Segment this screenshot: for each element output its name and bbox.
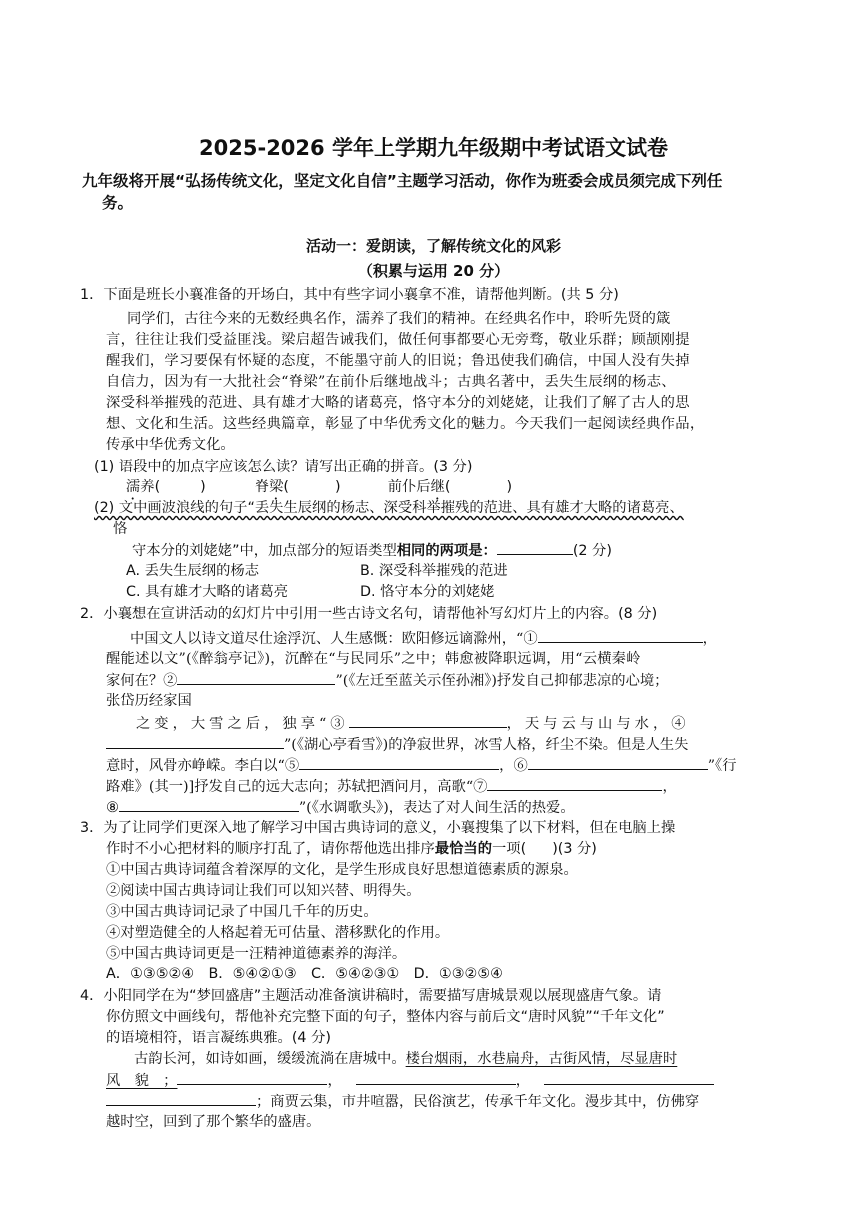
q2-text: ”(《左迁至蓝关示侄孙湘》)抒发自己抑郁悲凉的心境；: [335, 673, 669, 689]
q1-paragraph-line: [127, 309, 793, 330]
q4-text: ，: [327, 1073, 342, 1089]
q2-blank-2[interactable]: [177, 670, 335, 685]
q1-sub2-bold: 相同的两项是：: [396, 543, 497, 559]
activity-subtitle: （积累与运用 20 分）: [357, 262, 510, 280]
q4-paragraph-line: [106, 1091, 699, 1112]
q2-text: ⑧: [106, 800, 119, 816]
q1-paragraph-line: 醒我们，学习要保有怀疑的态度，不能墨守前人的旧说；鲁迅使我们确信，中国人没有失掉: [106, 353, 690, 369]
q3-stem-line2: [106, 839, 597, 860]
q2-stem: 2．小襄想在宣讲活动的幻灯片中引用一些古诗文名句，请帮他补写幻灯片上的内容。(8 分): [80, 606, 658, 622]
q1-paragraph-line: 深受科举摧残的范进、具有雄才大略的诸葛亮，恪守本分的刘姥姥，让我们了解了古人的思: [106, 395, 690, 411]
q2-line: [106, 776, 677, 797]
q2-text: ”《行: [707, 758, 737, 774]
q3-sentence-2: ②阅读中国古典诗词让我们可以知兴替、明得失。: [106, 883, 421, 899]
q2-line: [106, 670, 668, 691]
q2-blank-4[interactable]: [106, 734, 284, 749]
q1-word3-pre: 前仆后: [387, 479, 431, 495]
q1-sub2-line1: [94, 498, 684, 519]
q4-blank-4[interactable]: [106, 1091, 256, 1106]
q4-stem-line1: 4．小阳同学在为“梦回盛唐”主题活动准备演讲稿时，需要描写唐城景观以展现盛唐气象。请: [80, 988, 662, 1004]
q3-sentence-1: ①中国古典诗词蕴含着深厚的文化，是学生形成良好思想道德素质的源泉。: [106, 862, 578, 878]
q1-sub2-line2: 恪: [113, 521, 128, 537]
q4-blank-1[interactable]: [177, 1070, 327, 1085]
q1-paragraph-line: 传承中华优秀文化。: [106, 437, 235, 453]
q1-word3-dotted: 继: [430, 479, 445, 495]
activity-title: 活动一：爱朗读，了解传统文化的风彩: [305, 237, 561, 255]
q3-text: 作时不小心把材料的顺序打乱了，请你帮他选出排序: [106, 841, 435, 857]
q2-text: ”(《湖心亭看雪》)的净寂世界，冰雪人格，纤尘不染。但是人生失: [284, 737, 689, 753]
q4-text: ；商贾云集，市井喧嚣，民俗演艺，传承千年文化。漫步其中，仿佛穿: [256, 1094, 700, 1110]
q1-word1-dotted: 濡: [126, 479, 141, 495]
q1-option-d: D. 恪守本分的刘姥姥: [360, 584, 495, 600]
q4-blank-3[interactable]: [544, 1070, 714, 1085]
q2-line: [106, 734, 688, 755]
q4-underlined: 风 貌 ；: [106, 1073, 178, 1089]
q2-text: ，⑥: [499, 758, 528, 774]
q4-stem-line2: 你仿照文中画线句，帮他补充完整下面的句子，整体内容与前后文“唐时风貌”“千年文化”: [106, 1009, 665, 1025]
q3-sentence-3: ③中国古典诗词记录了中国几千年的历史。: [106, 904, 378, 920]
intro-line-1: 九年级将开展“弘扬传统文化，坚定文化自信”主题学习活动，你作为班委会成员须完成下列任: [82, 172, 723, 190]
q1-word3-open: (: [444, 479, 451, 495]
q2-text: 路难》(其一)]抒发自己的远大志向；苏轼把酒问月，高歌“⑦: [106, 779, 488, 795]
exam-intro: [82, 170, 794, 214]
intro-line-2: 务。: [102, 194, 134, 212]
q3-sentence-4: ④对塑造健全的人格起着无可估量、潜移默化的作用。: [106, 925, 450, 941]
q4-text: ，: [515, 1073, 531, 1089]
q2-line: 张岱历经家国: [106, 693, 192, 709]
q1-word1: 养(: [140, 479, 161, 495]
q1-paragraph-line: 自信力，因为有一大批社会“脊梁”在前仆后继地战斗；古典名著中，丢失生辰纲的杨志、: [106, 374, 676, 390]
q1-sub2-line3: [132, 540, 612, 561]
q2-text: ，: [702, 631, 717, 647]
q3-sentence-5: ⑤中国古典诗词更是一汪精神道德素养的海洋。: [106, 946, 407, 962]
q3-options: A．①③⑤②④ B．⑤④②①③ C．⑤④②③① D．①③②⑤④: [106, 966, 503, 982]
q1-stem: 1．下面是班长小襄准备的开场白，其中有些字词小襄拿不准，请帮他判断。(共 5 分): [80, 287, 619, 303]
q2-line: 醒能述以文”(《醉翁亭记》)，沉醉在“与民同乐”之中；韩愈被降职远调，用“云横秦岭: [106, 651, 641, 667]
q1-pinyin-row: [126, 477, 512, 498]
q2-blank-8[interactable]: [119, 797, 299, 812]
q2-text: 意时，风骨亦峥嵘。李白以“⑤: [106, 758, 300, 774]
q2-blank-3[interactable]: [349, 713, 507, 728]
q1-word2-pre: 脊: [254, 479, 270, 495]
q2-blank-6[interactable]: [528, 755, 708, 770]
q1-paragraph-line: 言，往往让我们受益匪浅。梁启超告诫我们，做任何事都要心无旁骛，敬业乐群；顾颉刚提: [106, 332, 690, 348]
q2-blank-5[interactable]: [299, 755, 499, 770]
q1-sub2-answer-blank[interactable]: [497, 540, 573, 555]
q2-line: [130, 628, 717, 649]
q1-paragraph-line: 想、文化和生活。这些经典篇章，彰显了中华优秀文化的魅力。今天我们一起阅读经典作品，: [106, 416, 705, 432]
q1-word1-close: ): [200, 479, 206, 495]
q3-text: 一项(: [492, 841, 527, 857]
q2-blank-7[interactable]: [487, 776, 662, 791]
q1-word2-close: ): [335, 479, 341, 495]
q1-option-a: A. 丢失生辰纲的杨志: [126, 563, 259, 579]
q4-stem-line3: 的语境相符，语言凝练典雅。(4 分): [106, 1030, 331, 1046]
q1-sub2-wavy: (2) 文中画波浪线的句子“丢失生辰纲的杨志、深受科举摧残的范进、具有雄才大略的诸葛亮、: [94, 500, 684, 516]
q3-text: )(3 分): [552, 841, 597, 857]
q2-text: 之变，大雪之后，独享“③: [136, 716, 349, 732]
q2-text: ，: [662, 779, 677, 795]
q4-text: 古韵长河，如诗如画，缓缓流淌在唐城中。: [134, 1051, 406, 1067]
q2-blank-1[interactable]: [538, 628, 703, 643]
q4-blank-2[interactable]: [356, 1070, 516, 1085]
q1-p1: 同学们，古往今来的无数经典名作，濡养了我们的精神。在经典名作中，聆听先贤的箴: [127, 311, 671, 327]
q4-underlined: 楼台烟雨，水巷扁舟，古街风情，尽显唐时: [405, 1051, 678, 1067]
q1-word2-dotted: 梁(: [269, 479, 290, 495]
q4-paragraph-line: 越时空，回到了那个繁华的盛唐。: [106, 1114, 321, 1130]
q2-line: [106, 797, 575, 818]
q1-option-c: C. 具有雄才大略的诸葛亮: [126, 584, 289, 600]
q2-line: [136, 713, 690, 734]
q1-word3-close: ): [506, 479, 513, 495]
q2-line: [106, 755, 737, 776]
q1-option-b: B. 深受科举摧残的范进: [360, 563, 508, 579]
exam-title: 2025-2026 学年上学期九年级期中考试语文试卷: [199, 136, 668, 160]
q2-text: 家何在？②: [106, 673, 178, 689]
q2-text: 中国文人以诗文道尽仕途浮沉、人生感慨：欧阳修远谪滁州，“①: [130, 631, 538, 647]
q1-sub2-text: 守本分的刘姥姥”中，加点部分的短语类型: [132, 543, 397, 559]
q4-paragraph-line: [106, 1070, 714, 1091]
q2-text: ，天与云与山与水，④: [506, 716, 690, 732]
q4-paragraph-line: [134, 1049, 677, 1070]
q3-bold: 最恰当的: [434, 841, 493, 857]
q2-text: ”(《水调歌头》)，表达了对人间生活的热爱。: [298, 800, 575, 816]
q1-sub2-score: (2 分): [572, 543, 612, 559]
q3-stem-line1: 3．为了让同学们更深入地了解学习中国古典诗词的意义，小襄搜集了以下材料，但在电脑上操: [80, 820, 676, 836]
q1-sub1: (1) 语段中的加点字应该怎么读？请写出正确的拼音。(3 分): [94, 459, 473, 475]
